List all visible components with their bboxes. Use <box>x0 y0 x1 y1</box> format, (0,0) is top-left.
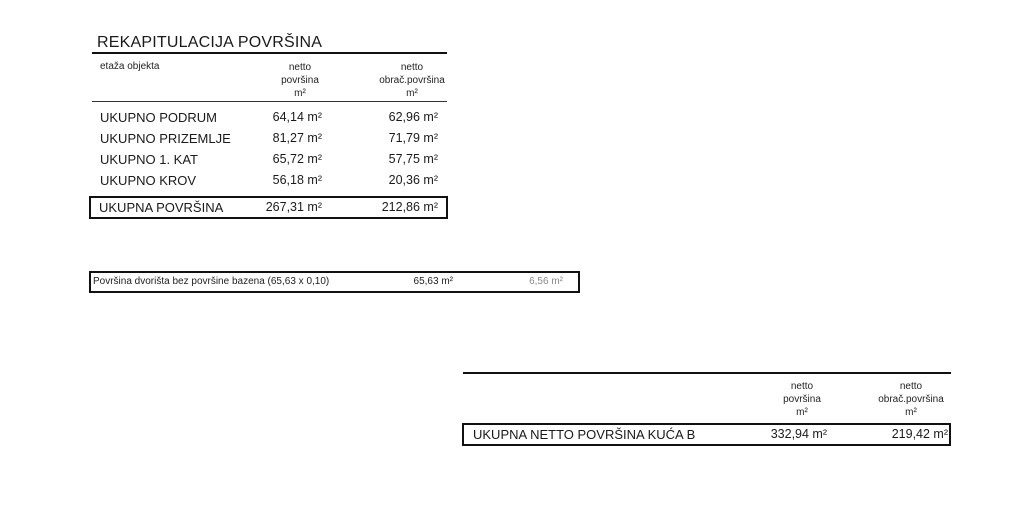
row-net-area: 81,27 m² <box>272 131 322 145</box>
col-header-unit: m² <box>905 407 917 418</box>
header-rule <box>92 101 447 102</box>
col-header-line: površina <box>783 394 821 405</box>
yard-label: Površina dvorišta bez površine bazena (65,63 x 0,10) <box>93 276 330 287</box>
row-label: UKUPNO PRIZEMLJE <box>100 131 231 146</box>
yard-calc-area: 6,56 m² <box>529 276 563 287</box>
row-label: UKUPNO PODRUM <box>100 110 218 125</box>
row-calc-area: 57,75 m² <box>388 152 438 166</box>
total-label: UKUPNA POVRŠINA <box>99 200 224 215</box>
col-header-unit: m² <box>796 407 808 418</box>
row-calc-area: 20,36 m² <box>388 173 438 187</box>
house-col-header-calc-area <box>870 380 952 419</box>
row-calc-area: 62,96 m² <box>388 110 438 124</box>
row-label: UKUPNO 1. KAT <box>100 152 199 167</box>
house-total-label: UKUPNA NETTO POVRŠINA KUĆA B <box>473 427 696 442</box>
house-col-header-net-area <box>772 380 832 419</box>
col-header-calc-area <box>372 61 452 100</box>
house-total-net-area: 332,94 m² <box>770 427 827 441</box>
col-header-line: netto <box>790 381 814 392</box>
col-header-unit: m² <box>406 88 418 99</box>
row-net-area: 65,72 m² <box>272 152 322 166</box>
col-header-line: površina <box>281 75 319 86</box>
col-header-line: netto <box>400 62 424 73</box>
total-net-area: 267,31 m² <box>265 200 322 214</box>
recap-title: REKAPITULACIJA POVRŠINA <box>97 34 323 51</box>
col-header-line: netto <box>899 381 923 392</box>
col-label-floor: etaža objekta <box>100 61 160 72</box>
house-top-rule <box>463 372 951 374</box>
row-net-area: 64,14 m² <box>272 110 322 124</box>
row-label: UKUPNO KROV <box>100 173 197 188</box>
col-header-line: obrač.površina <box>878 394 944 405</box>
title-rule <box>92 52 447 54</box>
col-header-line: obrač.površina <box>379 75 445 86</box>
col-header-unit: m² <box>294 88 306 99</box>
total-calc-area: 212,86 m² <box>381 200 438 214</box>
row-calc-area: 71,79 m² <box>388 131 438 145</box>
col-header-net-area <box>270 61 330 100</box>
house-total-calc-area: 219,42 m² <box>891 427 948 441</box>
col-header-line: netto <box>288 62 312 73</box>
yard-net-area: 65,63 m² <box>413 276 453 287</box>
row-net-area: 56,18 m² <box>272 173 322 187</box>
